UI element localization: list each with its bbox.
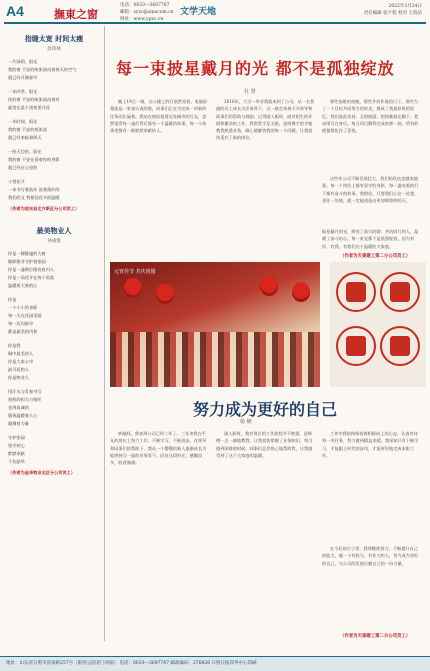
- poem-line: 你是一朵花开在每个角落: [8, 275, 55, 280]
- header-rule: [4, 22, 426, 24]
- poem-line: 就已经开满春节: [8, 75, 38, 80]
- poem-line: 你是物业人: [8, 375, 29, 380]
- contact-website: 网址：www.ypxc.cn: [120, 17, 164, 22]
- poem-line: 你的窗 不安的纸张流动着对: [8, 97, 60, 102]
- poem-line: 小巷花开: [8, 179, 25, 184]
- feature-headline: 每一束披星戴月的光 都不是孤独绽放: [116, 59, 395, 78]
- poem-line: 最可爱的人: [8, 367, 29, 372]
- poem-line: 都是最美的风景: [8, 329, 38, 334]
- poem-line: 就已经来临着明天: [8, 135, 42, 140]
- poem-line: 你是一盏明灯照亮夜归人: [8, 267, 55, 272]
- photo-caption: 元宵佳节 共庆团圆: [114, 269, 156, 275]
- poem-line: 别样的担当与情怀: [8, 397, 42, 402]
- column-divider: [104, 26, 105, 641]
- article-headline: 努力成为更好的自己: [192, 400, 337, 419]
- poem-line: 一本书写着流年 说着落叶的: [8, 187, 60, 192]
- poem-line: 就已经在心里的: [8, 165, 38, 170]
- poem-credit: （作者为金华物业北区分公司员工）: [8, 470, 76, 475]
- lantern-icon: [156, 284, 174, 304]
- seal-icon: [336, 272, 376, 312]
- poem-line: 不负韶华: [8, 459, 25, 464]
- poem-line: 一个小小的身影: [8, 305, 38, 310]
- poem-line: 你是一棵静谧的大树: [8, 251, 46, 256]
- poem-line: 默默奉献: [8, 451, 25, 456]
- contact-email: 邮箱：syxc@sinacom.cn: [120, 10, 174, 15]
- poem-line: 我们的文 我相信花开的温暖: [8, 195, 60, 200]
- issue-date: 2022年3月24日: [388, 4, 422, 9]
- poem-line: 就里在某个黑夜里开花: [8, 105, 50, 110]
- section-title: 文学天地: [180, 6, 217, 16]
- poem-line: 温暖着大家的心: [8, 283, 38, 288]
- poem-lines: [4, 250, 104, 466]
- lantern-icon: [124, 278, 142, 298]
- poem-line: 眼中最美的人: [8, 351, 34, 356]
- contact-info: [120, 2, 174, 23]
- poem-line: 服务温暖着人心: [8, 413, 38, 418]
- feature-author: 杜 慧: [244, 89, 256, 95]
- poem-line: 一年四季、阳光: [8, 89, 38, 94]
- festival-photo: [110, 262, 320, 387]
- article-paragraph: 那些加班的夜晚，那些并肩作战的日子，那些为了一个目标共同努力的时光，都成了我最珍贵的回忆。我们彼此扶持，互相鼓励，把困难踩在脚下，把成绩写在身后。每当项目顺利完成的那一刻，所有的疲惫都化作了喜悦。: [322, 99, 419, 134]
- article-credit: （作者为天泰建工第二分公司员工）: [340, 254, 411, 259]
- article-paragraph: 工作中我始终保持着积极向上的心态，认真对待每一项任务，努力做到精益求精。我深知只有不断学习，才能跟上时代的步伐，才能更好地完成本职工作。: [322, 431, 419, 458]
- article-paragraph: 这些年公司不断发展壮大，我们的队伍也越来越强。每一个岗位上都有坚守的身影，每一盏亮着的灯下都有奋斗的故事。我相信，只要我们心往一处想，劲往一处使，就一定能创造出更加辉煌的明天。: [322, 176, 419, 203]
- poem-line: 我的窗 不安在看着你的身影: [8, 157, 60, 162]
- poem-title: 最美物业人: [36, 226, 72, 235]
- poem-line: 你是我: [8, 343, 21, 348]
- article-paragraph: 2016年，大学一毕业我就来到了公司，从一名普通的员工成长为业务骨干，这一路走来离不开领导和同事们的帮助与鼓励。记得刚入职时，面对陌生的环境和繁杂的工作，我常常手足无措，是师傅手把手地教我熟悉业务，耐心地解答我的每一个问题，让我很快适应了新的岗位。: [216, 99, 315, 141]
- footer-address: 地址：山东省日照市济南路257号（银河公园北门对面） 电话：0633—3697787 邮政编码：276826 日照日报印务中心印刷: [6, 661, 257, 666]
- poem-credit: （作者为滨东县北方新区分公司员工）: [8, 206, 80, 211]
- poem-lines: [4, 58, 104, 202]
- seal-icon: [380, 272, 420, 312]
- poem-line: 我的窗 不安的纸张流: [8, 127, 48, 132]
- poem-line: 一年时间、阳光: [8, 119, 38, 124]
- article-paragraph: 刚入职时，我对岗位的工作流程并不熟悉，是师傅一点一滴地教我，让我很快掌握了业务知识。每当遇到困难的时候，同事们总会热心地帮助我，让我感受到了这个大家庭的温暖。: [216, 431, 313, 458]
- poem-line: 每一天在花园里面: [8, 313, 42, 318]
- poem-line: 我的窗 不安的纸张流动着春天的空气: [8, 67, 77, 72]
- poem-line: 你是大家心中: [8, 359, 34, 364]
- left-column: [4, 26, 104, 641]
- poem-line: 一片绿荫、阳光: [8, 59, 38, 64]
- poem-line: 也用真诚的: [8, 405, 29, 410]
- crowd-graphic: [110, 332, 320, 387]
- poem-author: 孙成淮: [47, 239, 61, 244]
- poem-line: 守护家园: [8, 435, 25, 440]
- lantern-icon: [260, 276, 278, 296]
- poem-line: 坚守初心: [8, 443, 25, 448]
- page-number: A4: [6, 3, 24, 19]
- article-author: 杨 楠: [240, 419, 252, 425]
- poem-line: 凝聚着力量: [8, 421, 29, 426]
- poem-line: 你是: [8, 297, 17, 302]
- seal-icon: [380, 326, 420, 366]
- article-credit: （作者为天泰建工第二分公司员工）: [340, 634, 411, 639]
- poem-author: 彭伟林: [47, 47, 61, 52]
- stamp-illustration: [330, 262, 426, 387]
- poem-line: 每一次问候中: [8, 321, 34, 326]
- masthead-logo: 撫東之窗: [54, 8, 98, 21]
- date-block: [364, 3, 422, 17]
- seal-icon: [336, 326, 376, 366]
- lantern-icon: [292, 282, 310, 302]
- poem-line: 用汗水与青春书写: [8, 389, 42, 394]
- editor-credits: 责任编辑 张宇程 校对 王海洁: [363, 11, 422, 16]
- article-paragraph: 在今后的日子里，我将继续努力，不断提升自己的能力，做一个有担当、有作为的人，努力成为更好的自己，为公司的发展贡献自己的一份力量。: [322, 546, 419, 566]
- contact-phone: 电话：0633—3697787: [120, 3, 170, 8]
- poem-line: 一座天边的、阳光: [8, 149, 42, 154]
- article-paragraph: 转眼间，我来到公司已经三年了。三年来我在平凡的岗位上努力工作，不断学习，不断进步，在领导和同事们的帮助下，我从一个懵懂的新人逐渐成长为能够独当一面的业务骨干。回首这段时光，感慨良多，收获满满。: [110, 431, 207, 466]
- article-paragraph: 晚上19点一刻，办公楼上的灯依然亮着，电脑屏幕前是一张张认真的脸，同事们正在为完成一项新的任务而忙碌着。我站在窗前望着远处城市的灯光，忽然觉得每一盏灯背后都有一个温暖的故事，每一个故事里都有一群默默奉献的人。: [110, 99, 208, 134]
- poem-line: 敬职敬业守护着家园: [8, 259, 46, 264]
- article-paragraph: 披星戴月的光，照亮了前行的路；并肩同行的人，温暖了奋斗的心。每一束光都不是孤独绽放，因为有你、有我、有我们这个温暖的大家庭。: [322, 229, 419, 249]
- page-footer: [0, 656, 430, 671]
- poem-title: 指缝太宽 时间太瘦: [24, 34, 84, 43]
